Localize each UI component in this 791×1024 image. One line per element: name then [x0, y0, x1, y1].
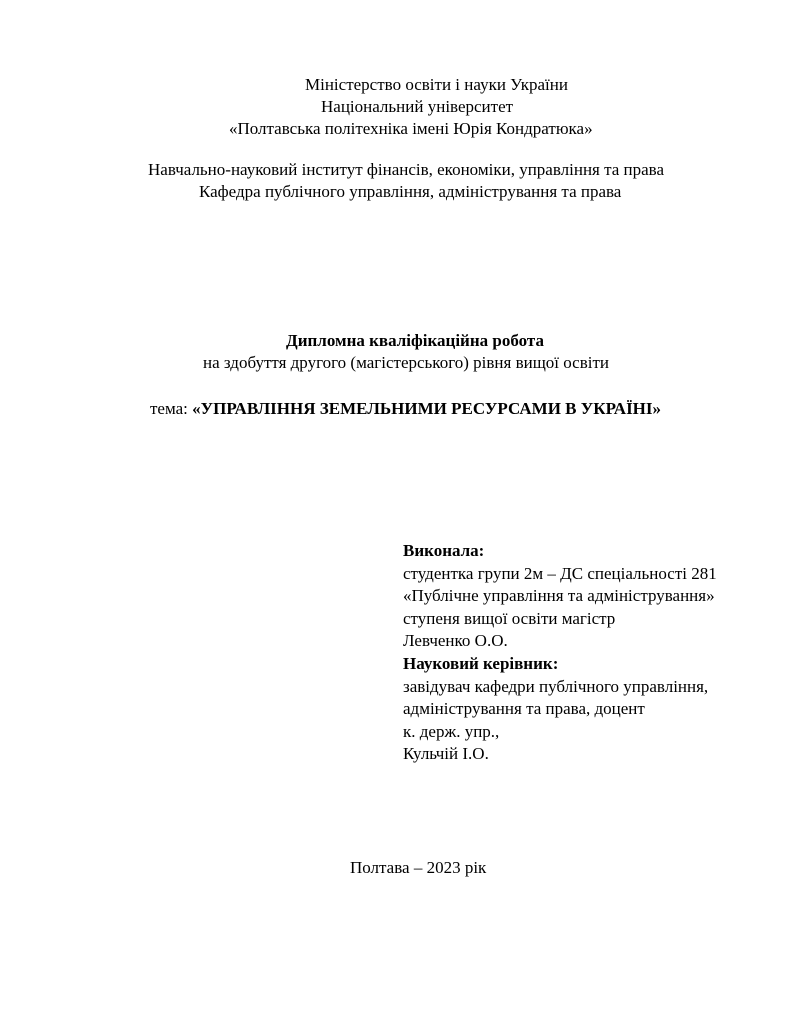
supervisor-line-3: к. держ. упр.,: [403, 721, 500, 741]
topic-prefix: тема:: [150, 399, 193, 418]
department-line: Кафедра публічного управління, адміністрування та права: [199, 182, 622, 201]
student-line-3: ступеня вищої освіти магістр: [403, 608, 616, 628]
city-year: Полтава – 2023 рік: [350, 858, 487, 877]
ministry-line: Міністерство освіти і науки України: [305, 75, 568, 94]
performed-label: Виконала:: [403, 541, 485, 560]
institute-line: Навчально-науковий інститут фінансів, економіки, управління та права: [148, 160, 665, 179]
university-line: Національний університет: [321, 97, 514, 116]
student-line-2: «Публічне управління та адміністрування»: [403, 586, 715, 606]
work-type-title: Дипломна кваліфікаційна робота: [286, 331, 544, 350]
student-line-1: студентка групи 2м – ДС спеціальності 281: [403, 563, 717, 583]
degree-line: на здобуття другого (магістерського) рівня вищої освіти: [203, 353, 609, 372]
topic-title: «УПРАВЛІННЯ ЗЕМЕЛЬНИМИ РЕСУРСАМИ В УКРАЇНІ»: [192, 399, 662, 418]
supervisor-line-1: завідувач кафедри публічного управління,: [403, 676, 709, 696]
topic-line: [150, 398, 661, 420]
supervisor-line-2: адміністрування та права, доцент: [403, 699, 645, 719]
supervisor-label: Науковий керівник:: [403, 653, 559, 673]
student-name: Левченко О.О.: [403, 631, 508, 651]
university-name-line: «Полтавська політехніка імені Юрія Кондратюка»: [229, 119, 593, 138]
author-block: [403, 540, 717, 766]
supervisor-name: Кульчій І.О.: [403, 744, 489, 764]
